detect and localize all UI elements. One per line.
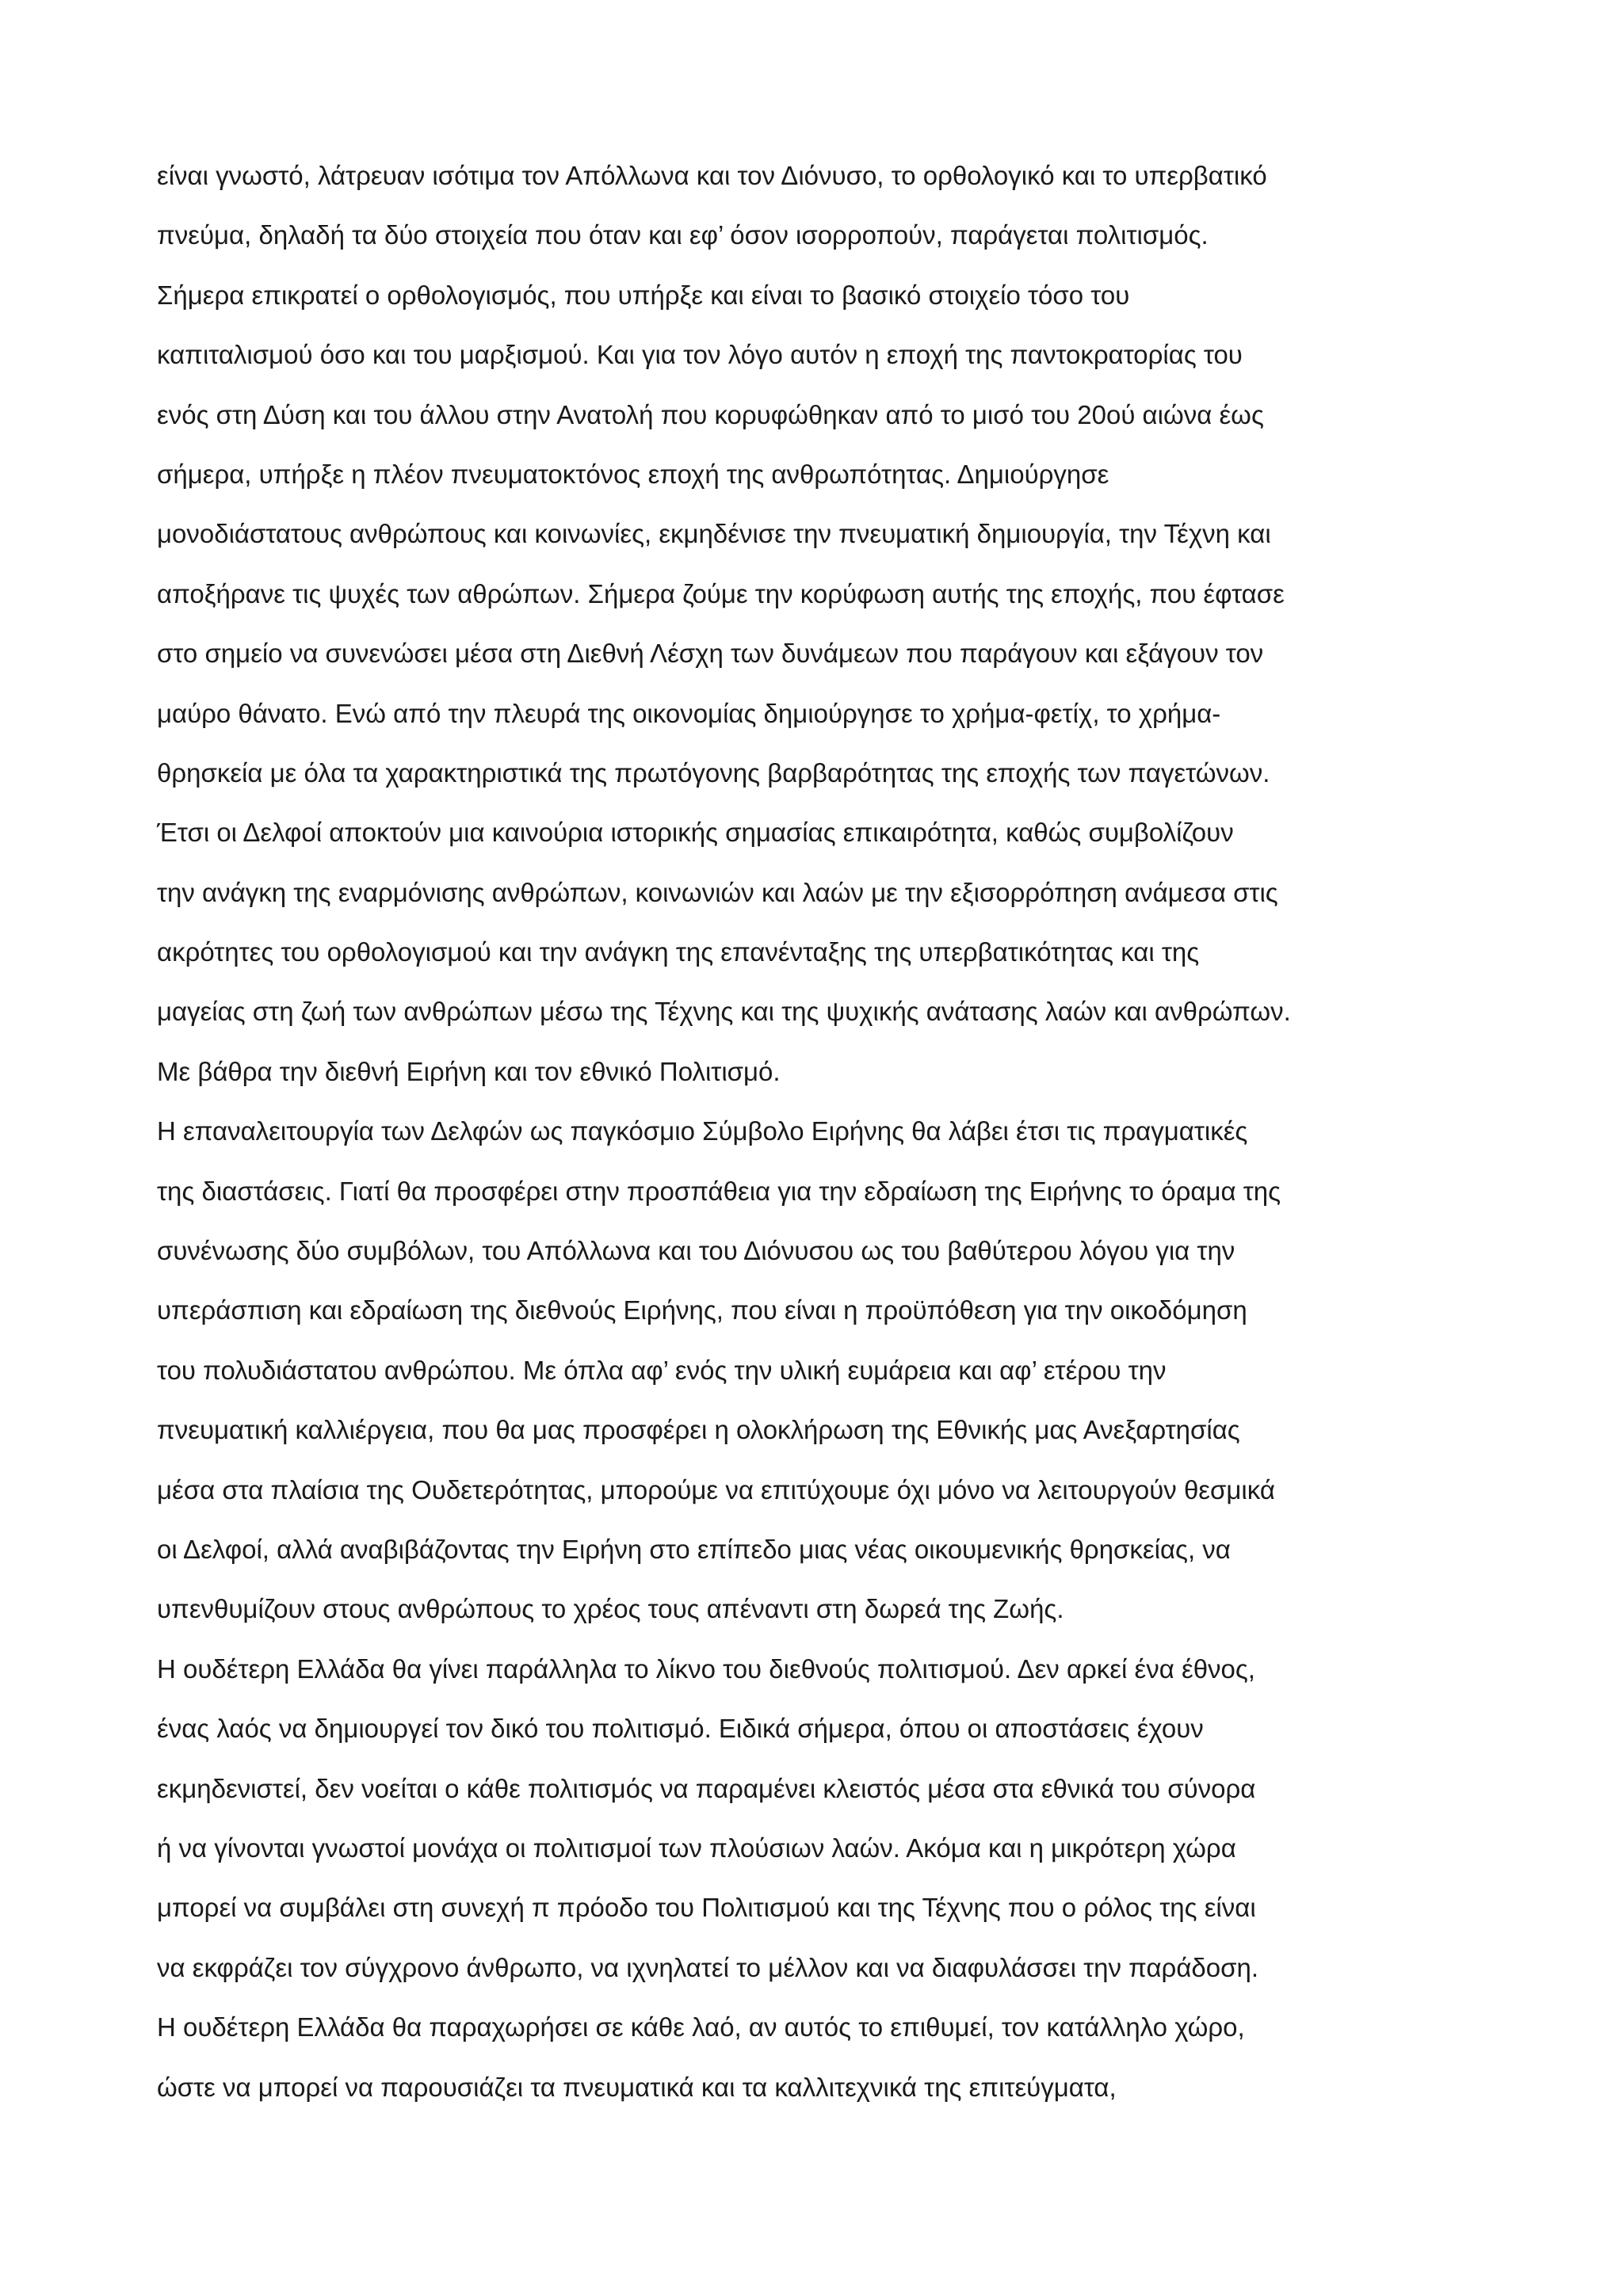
text-line: πνευματική καλλιέργεια, που θα μας προσφέρει η ολοκλήρωση της Εθνικής μας Ανεξαρτησίας <box>157 1415 1240 1445</box>
text-line: την ανάγκη της εναρμόνισης ανθρώπων, κοινωνιών και λαών με την εξισορρόπηση ανάμεσα στις <box>157 877 1278 907</box>
text-line: ενός στη Δύση και του άλλου στην Ανατολή που κορυφώθηκαν από το μισό του 20ού αιώνα έως <box>157 399 1264 429</box>
text-line: καπιταλισμού όσο και του μαρξισμού. Και για τον λόγο αυτόν η εποχή της παντοκρατορίας του <box>157 340 1243 370</box>
text-line: μαύρο θάνατο. Ενώ από την πλευρά της οικονομίας δημιούργησε το χρήμα-φετίχ, το χρήμα- <box>157 698 1221 728</box>
text-line: Η ουδέτερη Ελλάδα θα γίνει παράλληλα το λίκνο του διεθνούς πολιτισμού. Δεν αρκεί ένα έθνος, <box>157 1653 1255 1684</box>
text-line: είναι γνωστό, λάτρευαν ισότιμα τον Απόλλωνα και τον Διόνυσο, το ορθολογικό και το υπερβατικό <box>157 161 1267 190</box>
text-line: να εκφράζει τον σύγχρονο άνθρωπο, να ιχνηλατεί το μέλλον και να διαφυλάσσει την παράδοση. <box>157 1952 1259 1982</box>
text-line: υπενθυμίζουν στους ανθρώπους το χρέος τους απέναντι στη δωρεά της Ζωής. <box>157 1594 1064 1624</box>
text-line: μέσα στα πλαίσια της Ουδετερότητας, μπορούμε να επιτύχουμε όχι μόνο να λειτουργούν θεσμικά <box>157 1474 1275 1505</box>
text-line: οι Δελφοί, αλλά αναβιβάζοντας την Ειρήνη στο επίπεδο μιας νέας οικουμενικής θρησκείας, να <box>157 1534 1231 1564</box>
text-line: Σήμερα επικρατεί ο ορθολογισμός, που υπήρξε και είναι το βασικό στοιχείο τόσο του <box>157 280 1130 310</box>
text-line: Με βάθρα την διεθνή Ειρήνη και τον εθνικό Πολιτισμό. <box>157 1056 781 1086</box>
text-line: εκμηδενιστεί, δεν νοείται ο κάθε πολιτισμός να παραμένει κλειστός μέσα στα εθνικά του σύνορα <box>157 1773 1256 1803</box>
text-line: θρησκεία με όλα τα χαρακτηριστικά της πρωτόγονης βαρβαρότητας της εποχής των παγετώνων. <box>157 757 1270 788</box>
text-line: του πολυδιάστατου ανθρώπου. Με όπλα αφ’ ενός την υλική ευμάρεια και αφ’ ετέρου την <box>157 1355 1167 1385</box>
text-line: αποξήρανε τις ψυχές των αθρώπων. Σήμερα ζούμε την κορύφωση αυτής της εποχής, που έφτασε <box>157 578 1285 608</box>
text-line: υπεράσπιση και εδραίωση της διεθνούς Ειρήνης, που είναι η προϋπόθεση για την οικοδόμηση <box>157 1295 1247 1325</box>
text-line: στο σημείο να συνενώσει μέσα στη Διεθνή Λέσχη των δυνάμεων που παράγουν και εξάγουν τον <box>157 639 1264 669</box>
text-line: ένας λαός να δημιουργεί τον δικό του πολιτισμό. Ειδικά σήμερα, όπου οι αποστάσεις έχουν <box>157 1714 1204 1744</box>
text-line: μπορεί να συμβάλει στη συνεχή π πρόοδο του Πολιτισμού και της Τέχνης που ο ρόλος της είναι <box>157 1893 1256 1923</box>
text-line: μαγείας στη ζωή των ανθρώπων μέσω της Τέχνης και της ψυχικής ανάτασης λαών και ανθρώπων. <box>157 997 1291 1027</box>
text-line: ώστε να μπορεί να παρουσιάζει τα πνευματικά και τα καλλιτεχνικά της επιτεύγματα, <box>157 2072 1117 2102</box>
text-line: Έτσι οι Δελφοί αποκτούν μια καινούρια ιστορικής σημασίας επικαιρότητα, καθώς συμβολίζουν <box>157 818 1234 848</box>
text-line: ακρότητες του ορθολογισμού και την ανάγκη της επανένταξης της υπερβατικότητας και της <box>157 937 1200 967</box>
text-line: Η επαναλειτουργία των Δελφών ως παγκόσμιο Σύμβολο Ειρήνης θα λάβει έτσι τις πραγματικές <box>157 1116 1248 1146</box>
text-line: μονοδιάστατους ανθρώπους και κοινωνίες, εκμηδένισε την πνευματική δημιουργία, την Τέχνη και <box>157 519 1271 549</box>
text-line: της διαστάσεις. Γιατί θα προσφέρει στην προσπάθεια για την εδραίωση της Ειρήνης το όραμα της <box>157 1176 1281 1206</box>
text-line: συνένωσης δύο συμβόλων, του Απόλλωνα και του Διόνυσου ως του βαθύτερου λόγου για την <box>157 1236 1235 1266</box>
text-line: ή να γίνονται γνωστοί μονάχα οι πολιτισμοί των πλούσιων λαών. Ακόμα και η μικρότερη χώρα <box>157 1833 1236 1863</box>
body-text <box>157 155 1488 2126</box>
text-line: πνεύμα, δηλαδή τα δύο στοιχεία που όταν και εφ’ όσον ισορροπούν, παράγεται πολιτισμός. <box>157 220 1209 250</box>
text-line: Η ουδέτερη Ελλάδα θα παραχωρήσει σε κάθε λαό, αν αυτός το επιθυμεί, τον κατάλληλο χώρο, <box>157 2012 1245 2042</box>
text-line: σήμερα, υπήρξε η πλέον πνευματοκτόνος εποχή της ανθρωπότητας. Δημιούργησε <box>157 459 1109 489</box>
